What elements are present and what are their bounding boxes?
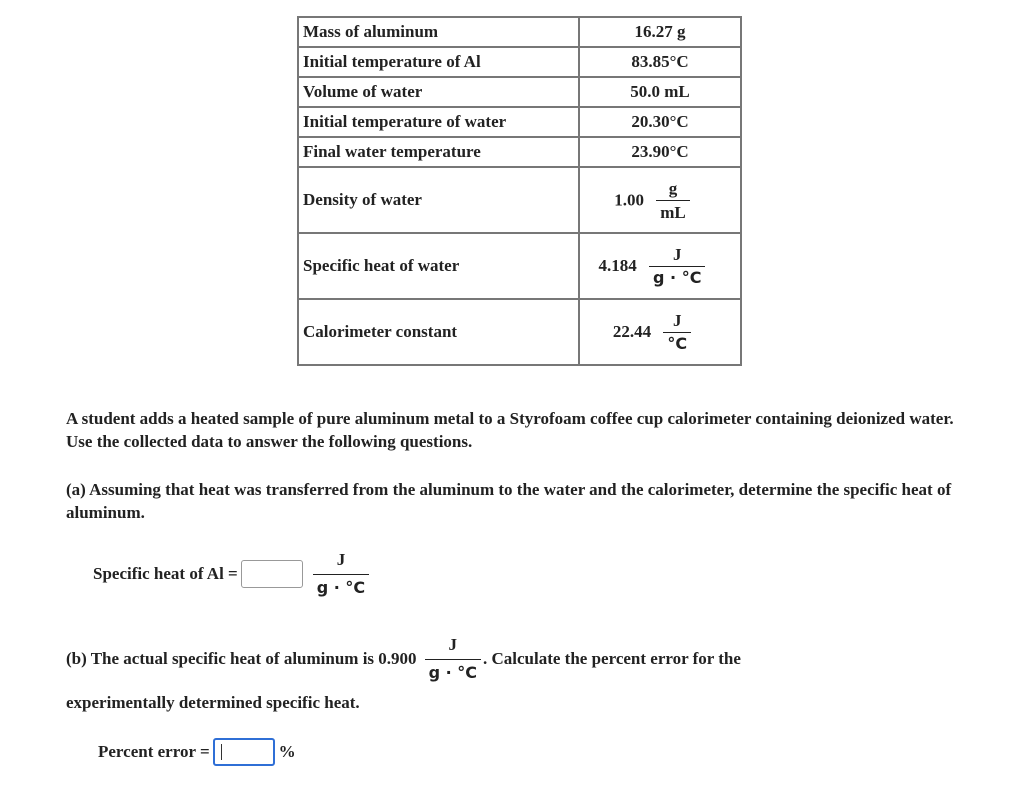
table-row bbox=[298, 17, 741, 47]
density-unit-fraction bbox=[656, 180, 690, 221]
part-b-unit-fraction bbox=[425, 636, 481, 681]
row-label: Volume of water bbox=[298, 77, 579, 107]
unit-numerator: J bbox=[672, 245, 682, 264]
specific-heat-unit-fraction bbox=[649, 246, 705, 286]
part-a-answer-label: Specific heat of Al = bbox=[93, 563, 238, 583]
row-value: 50.0 mL bbox=[579, 77, 741, 107]
row-value: 23.90°C bbox=[579, 137, 741, 167]
unit-denominator: g · °C bbox=[649, 266, 705, 286]
row-label: Final water temperature bbox=[298, 137, 579, 167]
row-label: Initial temperature of Al bbox=[298, 47, 579, 77]
part-a-answer-row bbox=[93, 551, 369, 596]
unit-numerator: g bbox=[668, 178, 678, 198]
density-value-cell bbox=[579, 167, 741, 233]
unit-denominator: g · °C bbox=[313, 574, 369, 596]
unit-denominator: mL bbox=[656, 200, 690, 221]
specific-heat-input[interactable] bbox=[241, 560, 303, 588]
part-b-text-line2: experimentally determined specific heat. bbox=[66, 693, 360, 712]
unit-denominator: g · °C bbox=[425, 659, 481, 681]
text-cursor bbox=[221, 744, 222, 760]
row-value: 83.85°C bbox=[579, 47, 741, 77]
table-row-calorimeter bbox=[298, 299, 741, 365]
percent-error-input[interactable] bbox=[213, 738, 275, 766]
problem-intro: A student adds a heated sample of pure aluminum metal to a Styrofoam coffee cup calorimeter containing deionized water. Use the collected data to answer the following questions. bbox=[66, 409, 954, 451]
calorimeter-unit-fraction bbox=[663, 312, 691, 352]
part-b-answer-label: Percent error = bbox=[98, 742, 210, 761]
row-label: Initial temperature of water bbox=[298, 107, 579, 137]
specific-heat-value: 4.184 bbox=[598, 256, 637, 275]
calorimeter-label: Calorimeter constant bbox=[298, 299, 579, 365]
table-row bbox=[298, 77, 741, 107]
table-row-density bbox=[298, 167, 741, 233]
table-row bbox=[298, 107, 741, 137]
part-b-answer-row bbox=[98, 738, 296, 766]
part-b-text-after: . Calculate the percent error for the bbox=[482, 648, 741, 668]
unit-denominator: °C bbox=[663, 332, 691, 352]
table-row bbox=[298, 47, 741, 77]
table-row-specific-heat bbox=[298, 233, 741, 299]
density-value: 1.00 bbox=[614, 190, 644, 209]
unit-numerator: J bbox=[336, 550, 346, 569]
specific-heat-value-cell bbox=[579, 233, 741, 299]
table-row bbox=[298, 137, 741, 167]
part-a-text: (a) Assuming that heat was transferred from the aluminum to the water and the calorimeter, determine the specific heat of aluminum. bbox=[66, 480, 952, 522]
part-b-text-before: (b) The actual specific heat of aluminum is 0.900 bbox=[66, 648, 417, 668]
calorimeter-value-cell bbox=[579, 299, 741, 365]
unit-numerator: J bbox=[673, 311, 682, 330]
part-b-text-line bbox=[66, 636, 741, 681]
unit-numerator: J bbox=[448, 635, 458, 654]
row-label: Mass of aluminum bbox=[298, 17, 579, 47]
row-value: 16.27 g bbox=[579, 17, 741, 47]
calorimeter-value: 22.44 bbox=[612, 322, 652, 341]
density-label: Density of water bbox=[298, 167, 579, 233]
row-value: 20.30°C bbox=[579, 107, 741, 137]
percent-unit: % bbox=[278, 742, 296, 761]
specific-heat-label: Specific heat of water bbox=[298, 233, 579, 299]
part-a-unit-fraction bbox=[313, 551, 369, 596]
data-table bbox=[297, 16, 742, 366]
